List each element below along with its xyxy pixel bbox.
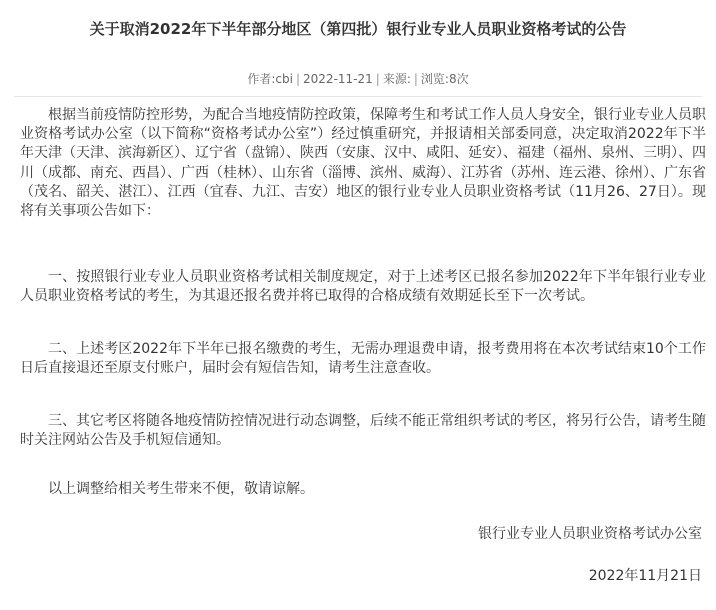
meta-views: 浏览:8次 (420, 72, 469, 86)
paragraph-closing: 以上调整给相关考生带来不便，敬请谅解。 (48, 481, 314, 497)
paragraph-item-2: 二、上述考区2022年下半年已报名缴费的考生，无需办理退费申请，报考费用将在本次考试结束10个工作日后直接退还至原支付账户，届时会有短信告知，请考生注意查收。 (20, 341, 706, 377)
issuer-signature: 银行业专业人员职业资格考试办公室 (478, 526, 702, 542)
meta-source: 来源: (382, 72, 411, 86)
meta-separator: | (295, 72, 301, 86)
meta-separator: | (413, 72, 418, 86)
paragraph-intro: 根据当前疫情防控形势，为配合当地疫情防控政策，保障考生和考试工作人员人身安全，银行业专业人员职业资格考试办公室（以下简称“资格考试办公室”）经过慎重研究，并报请相关部委同意，决定取消2022年下半年天津（天津、滨海新区）、辽宁省（盘锦）、陕西（安康、汉中、咸阳、延安）、福建（福州、泉州、三明）、四川（成都、南充、西昌）、广西（桂林）、山东省（淄博、滨州、威海）、江苏省（苏州、连云港、徐州）、广东省（茂名、韶关、湛江）、江西（宜春、九江、吉安）地区的银行业专业人员职业资格考试（11月26、27日）。现将有关事项公告如下： (20, 107, 706, 220)
meta-divider (14, 96, 702, 97)
meta-separator: | (375, 72, 380, 86)
paragraph-item-1: 一、按照银行业专业人员职业资格考试相关制度规定，对于上述考区已报名参加2022年下半年银行业专业人员职业资格考试的考生，为其退还报名费并将已取得的合格成绩有效期延长至下一次考试。 (20, 269, 706, 305)
article-meta (0, 70, 716, 88)
meta-date: 2022-11-21 (303, 72, 373, 86)
issue-date: 2022年11月21日 (588, 568, 702, 584)
paragraph-item-3: 三、其它考区将随各地疫情防控情况进行动态调整，后续不能正常组织考试的考区，将另行公告，请考生随时关注网站公告及手机短信通知。 (20, 413, 706, 449)
article-title: 关于取消2022年下半年部分地区（第四批）银行业专业人员职业资格考试的公告 (89, 20, 627, 38)
meta-author: 作者:cbi (247, 72, 293, 86)
